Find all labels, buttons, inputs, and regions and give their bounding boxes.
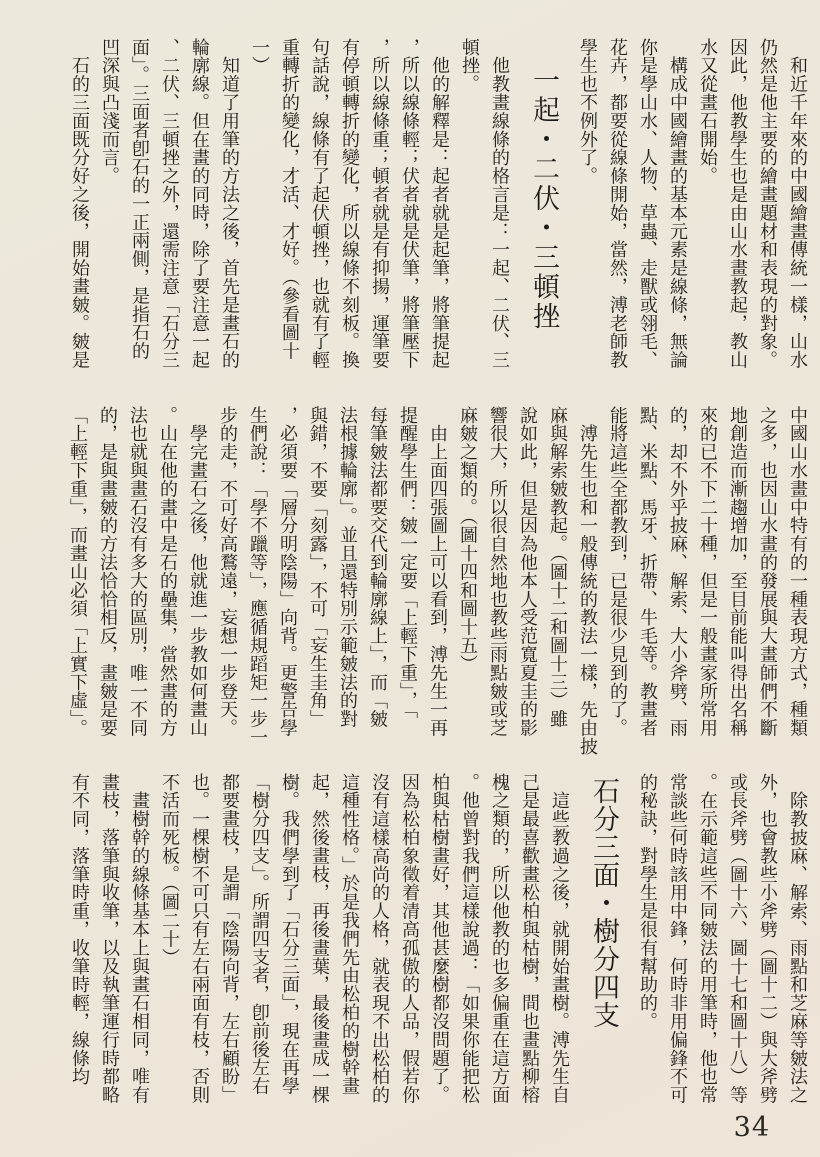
text-column: 和近千年來的中國繪畫傳統一樣，山水 [787, 38, 808, 370]
text-column: 「樹分四支」。所謂四支者，卽前後左右 [249, 773, 270, 1096]
text-column: 學完畫石之後，他就進一步教如何畫山 [187, 406, 208, 738]
text-column: 畫樹幹的線條基本上與畫石相同，唯有 [129, 773, 150, 1105]
text-column: 句話說，線條有了起伏頓挫，也就有了輕 [309, 38, 330, 370]
text-column: 溥先生也和一般傳統的教法一樣，先由披 [577, 406, 598, 756]
text-column: 構成中國繪畫的基本元素是線條，無論 [667, 38, 688, 370]
text-column: 有停頓轉折的變化，所以線條不刻板。換 [339, 38, 360, 370]
text-column: 石的三面既分好之後，開始畫皴。皴是 [69, 38, 90, 370]
text-column: 每筆皴法都要交代到輪廓線上」，而「皴 [367, 406, 388, 729]
text-column: 法根據輪廓」。並且還特別示範皴法的對 [337, 406, 358, 729]
text-column: 這些教過之後，就開始畫樹。溥先生自 [549, 773, 570, 1105]
text-column: 因為松柏象徵着清高孤傲的人品，假若你 [399, 773, 420, 1105]
text-column: 點、米點、馬牙、折帶、牛毛等。教畫者 [637, 406, 658, 738]
text-column: 仍然是他主要的繪畫題材和表現的對象。 [757, 38, 778, 370]
text-column: 外，也會教些小斧劈（圖十二）與大斧劈 [757, 773, 778, 1105]
text-column: 的，却不外乎披麻、解索、大小斧劈、雨 [667, 406, 688, 738]
text-column: 一） [249, 38, 270, 75]
text-column: 起，然後畫枝，再後畫葉，最後畫成一棵 [309, 773, 330, 1105]
text-column: 麻與解索皴教起。（圖十二和圖十三）雖 [547, 406, 568, 729]
text-column: 生們說：「學不躐等」，應循規蹈矩一步一 [247, 406, 268, 747]
text-column: 。他曾對我們這樣說過：「如果你能把松 [459, 773, 480, 1105]
text-column: 有不同，落筆時重，收筆時輕，線條均 [69, 773, 90, 1086]
text-column: 響很大，所以很自然地也教些雨點皴或芝 [487, 406, 508, 738]
section-heading: 石分三面・樹分四支 [588, 777, 619, 1029]
section-heading: 一起・二伏・三頓挫 [528, 66, 559, 332]
text-column: 畫枝，落筆與收筆，以及執筆運行時都略 [99, 773, 120, 1105]
text-column: 也。一棵樹不可只有左右兩面有枝，否則 [189, 773, 210, 1105]
text-column: 由上面四張圖上可以看到，溥先生一再 [427, 406, 448, 738]
text-column: 。山在他的畫中是石的壘集，當然畫的方 [157, 406, 178, 738]
text-column: 或長斧劈（圖十六、圖十七和圖十八）等 [727, 773, 748, 1105]
text-column: 的秘訣，對學生是很有幫助的。 [637, 773, 658, 1031]
text-column: 己是最喜歡畫松柏與枯樹，間也畫點柳榕 [519, 773, 540, 1105]
text-column: 常談些何時該用中鋒，何時非用偏鋒不可 [667, 773, 688, 1105]
text-column: 提醒學生們：皴一定要「上輕下重」，「 [397, 406, 418, 720]
text-column: 學生也不例外了。 [577, 38, 598, 186]
text-column: 不活而死板。（圖二十） [159, 773, 180, 967]
page-number: 34 [733, 1112, 770, 1143]
text-column: 除教披麻、解索、雨點和芝麻等皴法之 [787, 773, 808, 1105]
text-column: 頓挫。 [459, 38, 480, 94]
text-column: 的，是與畫皴的方法恰恰相反，畫皴是要 [97, 406, 118, 738]
text-column: 「上輕下重」，而畫山必須「上實下虛」。 [67, 406, 88, 738]
text-column: ，所以線條輕；伏者就是伏筆，將筆壓下 [399, 38, 420, 370]
text-column: 說如此，但是因為他本人受范寬夏圭的影 [517, 406, 538, 738]
text-column: 中國山水畫中特有的一種表現方式，種類 [787, 406, 808, 738]
text-column: ，所以線條重；頓者就是有抑揚，運筆要 [369, 38, 390, 370]
text-column: 與錯，不要「刻露」，不可「妄生圭角」 [307, 406, 328, 729]
text-column: 地創造而漸趨增加，至目前能叫得出名稱 [727, 406, 748, 738]
text-column: 這種性格。」於是我們先由松柏的樹幹畫 [339, 773, 360, 1096]
text-column: 水又從畫石開始。 [697, 38, 718, 186]
text-column: 重轉折的變化，才活、才好。（參看圖十 [279, 38, 300, 361]
text-column: 能將這些全都教到，已是很少見到的了。 [607, 406, 628, 738]
text-column: 沒有這樣高尚的人格，就表現不出松柏的 [369, 773, 390, 1105]
text-column: 凹深與凸淺而言。 [99, 38, 120, 186]
text-column: 知道了用筆的方法之後，首先是畫石的 [219, 38, 240, 370]
text-column: 花卉，都要從線條開始，當然，溥老師教 [607, 38, 628, 370]
text-column: 都要畫枝，是謂「陰陽向背，左右顧盼」 [219, 773, 240, 1105]
text-column: 他教畫線條的格言是：一起、二伏、三 [489, 38, 510, 370]
text-column: 柏與枯樹畫好，其他甚麼樹都沒問題了。 [429, 773, 450, 1105]
text-column: 。在示範這些不同皴法的用筆時，他也常 [697, 773, 718, 1105]
text-column: 麻皴之類的。（圖十四和圖十五） [457, 406, 478, 673]
band-top [64, 38, 812, 378]
text-column: ，必須要「層分明陰陽」向背。更警告學 [277, 406, 298, 738]
band-middle [62, 406, 812, 764]
band-bottom [64, 773, 812, 1115]
text-column: 法也就與畫石沒有多大的區別，唯一不同 [127, 406, 148, 738]
text-column: 步的走，不可好高鶩遠，妄想一步登天。 [217, 406, 238, 738]
text-column: 之多，也因山水畫的發展與大畫師們不斷 [757, 406, 778, 738]
text-column: 你是學山水、人物、草蟲、走獸或翎毛、 [637, 38, 658, 370]
text-column: 因此，他教學生也是由山水畫教起，教山 [727, 38, 748, 370]
text-column: 來的已不下二十種，但是一般畫家所常用 [697, 406, 718, 738]
text-column: 輪廓線。但在畫的同時，除了要注意一起 [189, 38, 210, 370]
text-column: 槐之類的，所以他教的也多偏重在這方面 [489, 773, 510, 1105]
text-column: 面」。三面者卽石的一正兩側，是指石的 [129, 38, 150, 361]
text-column: 他的解釋是：起者就是起筆，將筆提起 [429, 38, 450, 370]
text-column: 樹。我們學到了「石分三面」，現在再學 [279, 773, 300, 1096]
text-column: 、二伏、三頓挫之外，還需注意「石分三 [159, 38, 180, 370]
